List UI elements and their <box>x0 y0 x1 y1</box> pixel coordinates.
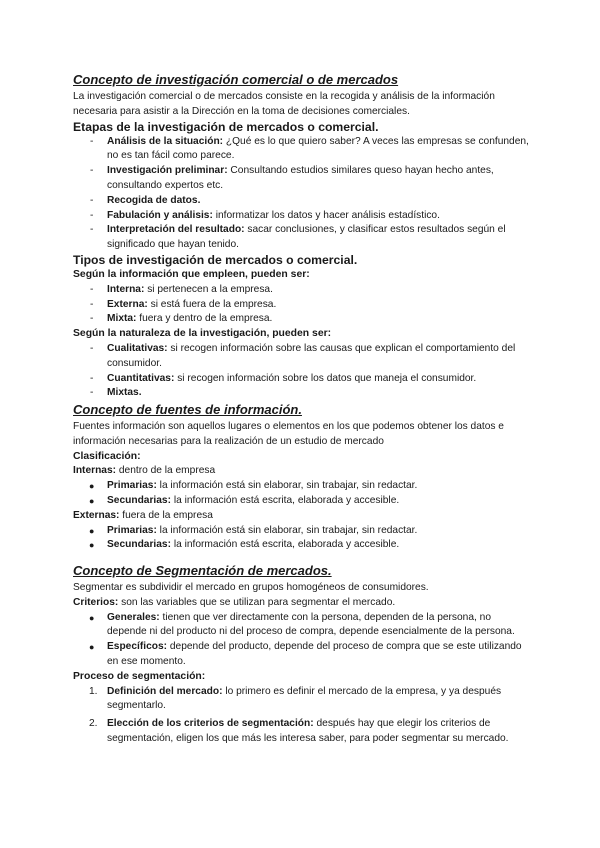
list-item: - Fabulación y análisis: informatizar los datos y hacer análisis estadístico. <box>90 209 440 221</box>
list-item: 1. Definición del mercado: lo primero es definir el mercado de la empresa, y ya después segmentarlo. <box>89 685 502 712</box>
section-investigacion <box>73 72 533 268</box>
section-title: Concepto de investigación comercial o de mercados <box>73 72 399 87</box>
criterios-line: Criterios: son las variables que se utilizan para segmentar el mercado. <box>73 596 396 608</box>
list-item: - Recogida de datos. <box>90 194 201 206</box>
list-item: ● Primarias: la información está sin elaborar, sin trabajar, sin redactar. <box>89 480 418 492</box>
list-item: - Investigación preliminar: Consultando estudios similares queso hayan hecho antes, consultando expertos etc. <box>90 165 494 191</box>
section-tipos <box>73 268 533 401</box>
list-item: - Mixtas. <box>90 387 142 399</box>
list-item: - Análisis de la situación: ¿Qué es lo que quiero saber? A veces las empresas se confunden, no es tan fácil como parece. <box>90 135 529 162</box>
list-item: ● Generales: tienen que ver directamente con la persona, dependen de la persona, no depende ni del producto ni del proceso de compra, depende esencialmente de la persona. <box>89 611 515 638</box>
proceso-heading: Proceso de segmentación: <box>73 670 206 682</box>
section-title: Concepto de fuentes de información. <box>73 402 302 417</box>
list-item: ● Secundarias: la información está escrita, elaborada y accesible. <box>89 539 400 551</box>
section-segmentacion <box>73 563 533 747</box>
list-item: - Mixta: fuera y dentro de la empresa. <box>90 313 273 325</box>
list-item: - Cualitativas: si recogen información sobre las causas que explican el comportamiento del consumidor. <box>90 342 516 369</box>
list-item: - Interpretación del resultado: sacar conclusiones, y clasificar estos resultados según el significado que hayan tenido. <box>90 224 506 251</box>
etapas-heading: Etapas de la investigación de mercados o comercial. <box>73 119 379 134</box>
internas-line: Internas: dentro de la empresa <box>73 465 216 477</box>
tipos-heading: Tipos de investigación de mercados o comercial. <box>73 252 358 267</box>
list-item: ● Primarias: la información está sin elaborar, sin trabajar, sin redactar. <box>89 524 418 536</box>
naturaleza-list <box>73 342 533 401</box>
informacion-list <box>73 283 533 327</box>
etapas-list <box>73 135 533 253</box>
list-item: ● Específicos: depende del producto, depende del proceso de compra que se este utilizando en ese momento. <box>89 641 522 667</box>
externas-line: Externas: fuera de la empresa <box>73 509 213 521</box>
intro-paragraph: Segmentar es subdividir el mercado en grupos homogéneos de consumidores. <box>73 582 429 593</box>
informacion-subheading: Según la información que empleen, pueden ser: <box>73 269 310 280</box>
intro-paragraph: Fuentes información son aquellos lugares o elementos en los que podemos obtener los datos e información necesarias para la realización de un estudio de mercado <box>73 421 504 447</box>
section-title: Concepto de Segmentación de mercados. <box>73 563 332 578</box>
list-item: 2. Elección de los criterios de segmentación: después hay que elegir los criterios de segmentación, eligen los que más les interesa saber, para poder segmentar su mercado. <box>89 718 509 744</box>
list-item: - Externa: si está fuera de la empresa. <box>90 298 277 310</box>
criterios-list <box>73 611 533 670</box>
list-item: - Interna: si pertenecen a la empresa. <box>90 283 273 295</box>
proceso-list <box>73 685 533 747</box>
clasificacion-heading: Clasificación: <box>73 450 141 462</box>
internas-list <box>73 479 533 509</box>
section-fuentes <box>73 402 533 553</box>
externas-list <box>73 524 533 554</box>
list-item: - Cuantitativas: si recogen información sobre los datos que maneja el consumidor. <box>90 372 477 384</box>
naturaleza-subheading: Según la naturaleza de la investigación, pueden ser: <box>73 328 332 340</box>
list-item: ● Secundarias: la información está escrita, elaborada y accesible. <box>89 494 400 506</box>
intro-paragraph: La investigación comercial o de mercados consiste en la recogida y análisis de la información necesaria para asistir a la Dirección en la toma de decisiones comerciales. <box>73 91 495 117</box>
